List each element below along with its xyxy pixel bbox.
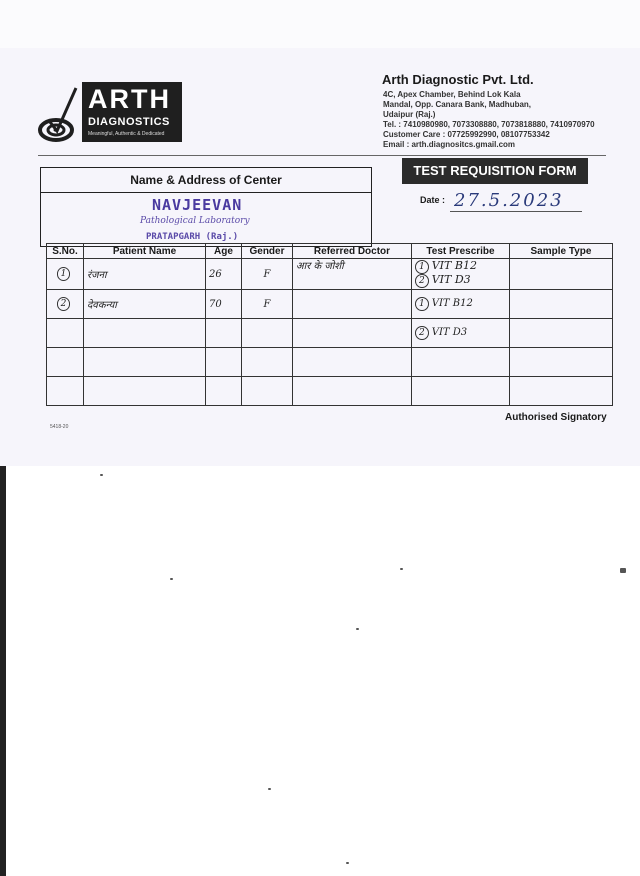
table-row [47, 377, 613, 406]
row-tests: 1 VIT B12 [412, 290, 510, 319]
row-sample-type [510, 290, 613, 319]
company-email: Email : arth.diagnositcs.gmail.com [383, 140, 516, 149]
row-patient-name: रंजना [84, 259, 206, 290]
row-referred-doctor [293, 290, 412, 319]
row-patient-name: देवकन्या [84, 290, 206, 319]
table-row [47, 348, 613, 377]
scan-speck [170, 578, 173, 580]
center-box-title: Name & Address of Center [130, 173, 282, 187]
target-check-icon [36, 82, 86, 148]
center-stamp-line2: Pathological Laboratory [140, 216, 250, 226]
date-label: Date : [420, 195, 446, 205]
row-test-2: VIT D3 [431, 327, 468, 338]
row-sno: 2 [57, 297, 71, 311]
row-sno: 1 [57, 267, 71, 281]
authorised-signatory-label: Authorised Signatory [505, 412, 607, 423]
scan-speck [400, 568, 403, 570]
center-stamp-line3: PRATAPGARH (Raj.) [146, 232, 239, 242]
row-age: 70 [206, 290, 242, 319]
logo-sub-text: DIAGNOSTICS [88, 116, 170, 128]
table-row [47, 259, 613, 290]
company-address-2: Mandal, Opp. Canara Bank, Madhuban, [383, 100, 532, 109]
center-box-divider [41, 192, 371, 193]
table-row [47, 290, 613, 319]
row-test-2: VIT D3 [431, 273, 471, 286]
company-customer-care: Customer Care : 07725992990, 08107753342 [383, 130, 550, 139]
header-age: Age [206, 244, 242, 259]
company-address-3: Udaipur (Raj.) [383, 110, 436, 119]
row-gender: F [242, 290, 293, 319]
scan-speck [346, 862, 349, 864]
header-gender: Gender [242, 244, 293, 259]
row-sample-type [510, 259, 613, 290]
header-patient-name: Patient Name [84, 244, 206, 259]
scan-speck [620, 568, 626, 573]
logo-main-text: ARTH [88, 84, 171, 114]
row-referred-doctor: आर के जोशी [293, 259, 412, 290]
scan-edge [0, 466, 6, 876]
company-logo [36, 82, 186, 148]
date-underline [450, 211, 582, 212]
header-referred-doctor: Referred Doctor [293, 244, 412, 259]
requisition-table [46, 243, 613, 406]
row-test-1: VIT B12 [431, 259, 477, 272]
form-title: TEST REQUISITION FORM [402, 158, 588, 184]
table-header-row [47, 244, 613, 259]
header-sample-type: Sample Type [510, 244, 613, 259]
header-test-prescribe: Test Prescribe [412, 244, 510, 259]
paper-top-strip [0, 0, 640, 50]
date-value: 27.5.2023 [454, 190, 564, 211]
row-gender: F [242, 259, 293, 290]
logo-tagline: Meaningful, Authentic & Dedicated [88, 131, 165, 137]
company-address-1: 4C, Apex Chamber, Behind Lok Kala [383, 90, 521, 99]
scan-speck [268, 788, 271, 790]
row-tests: 1 VIT B12 2 VIT D3 [412, 259, 510, 290]
form-code: 5418-20 [50, 424, 69, 430]
scan-speck [100, 474, 103, 476]
table-row: 2 VIT D3 [47, 319, 613, 348]
company-telephone: Tel. : 7410980980, 7073308880, 7073818880, 7410970970 [383, 120, 595, 129]
scan-speck [356, 628, 359, 630]
header-sno: S.No. [47, 244, 84, 259]
row-age: 26 [206, 259, 242, 290]
header-divider [38, 155, 606, 156]
company-name: Arth Diagnostic Pvt. Ltd. [382, 72, 534, 87]
center-stamp-name: NAVJEEVAN [152, 196, 243, 214]
row-test-1: VIT B12 [431, 298, 473, 309]
